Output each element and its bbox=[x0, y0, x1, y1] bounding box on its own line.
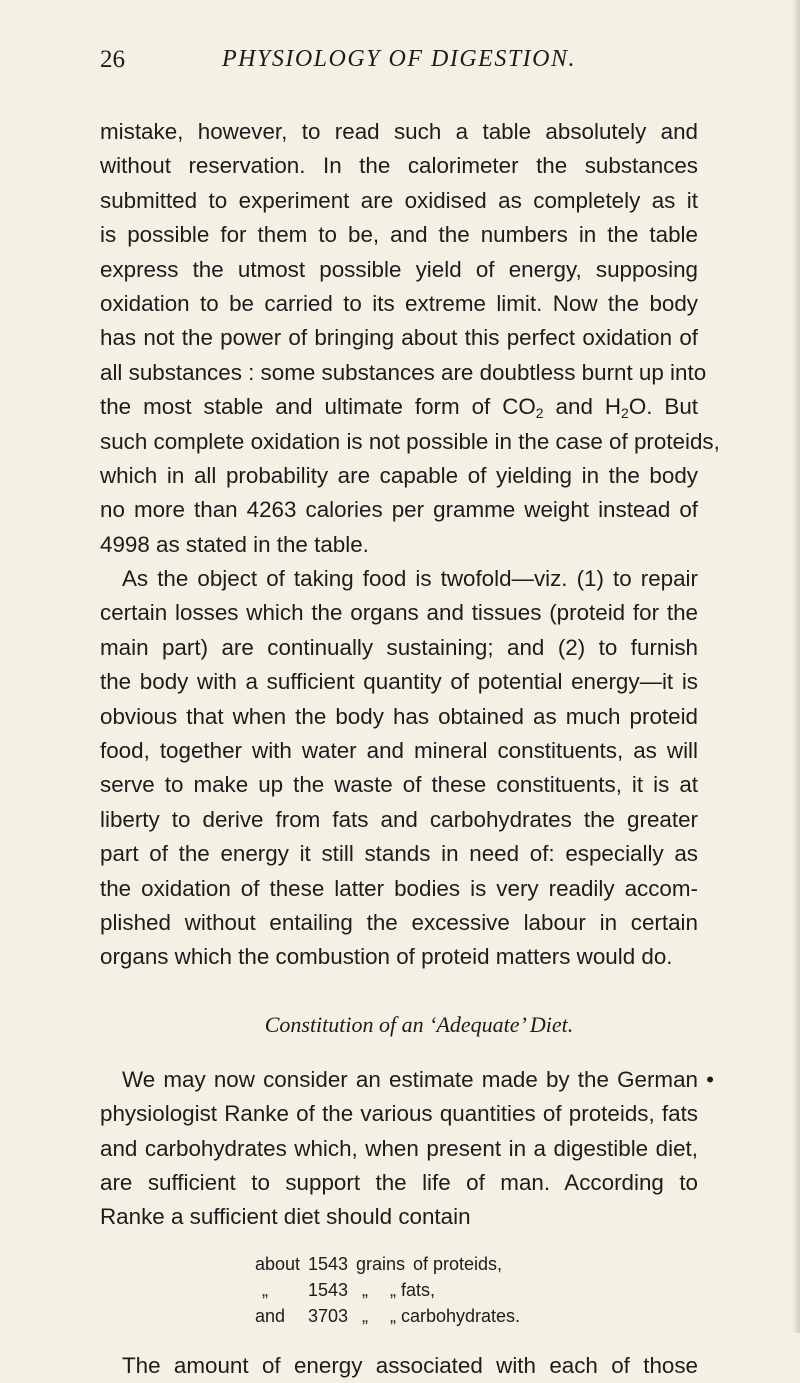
text-line: express the utmost possible yield of energy, supposing bbox=[100, 256, 698, 282]
text-line: certain losses which the organs and tissues (proteid for the bbox=[100, 600, 698, 626]
diet-row bbox=[100, 1303, 698, 1329]
diet-amount: 1543 bbox=[308, 1279, 349, 1300]
text-line: oxidation to be carried to its extreme limit. Now the body bbox=[100, 290, 698, 316]
formula-text-after: O. But bbox=[628, 394, 698, 420]
text-line: no more than 4263 calories per gramme weight instead of bbox=[100, 497, 698, 523]
diet-item: „ carbohydrates. bbox=[390, 1305, 521, 1326]
text-line: such complete oxidation is not possible in the case of proteids, bbox=[100, 428, 720, 454]
text-line bbox=[100, 1063, 714, 1097]
formula-text-middle: and H bbox=[543, 394, 622, 420]
section-heading: Constitution of an ‘Adequate’ Diet. bbox=[264, 1011, 574, 1037]
diet-prefix: „ bbox=[262, 1279, 268, 1300]
subscript: 2 bbox=[621, 405, 629, 422]
text-line: is possible for them to be, and the numbers in the table bbox=[100, 222, 698, 248]
text-line: the oxidation of these latter bodies is very readily accom- bbox=[100, 875, 698, 901]
page-number: 26 bbox=[100, 46, 125, 73]
text-line: organs which the combustion of proteid matters would do. bbox=[100, 944, 673, 970]
text-line: and carbohydrates which, when present in a digestible diet, bbox=[100, 1135, 698, 1161]
body-text bbox=[100, 115, 720, 1383]
diet-unit: „ bbox=[362, 1279, 368, 1300]
text-line: obvious that when the body has obtained as much proteid bbox=[100, 703, 698, 729]
text-line: Ranke a sufficient diet should contain bbox=[100, 1204, 471, 1230]
margin-mark: • bbox=[706, 1066, 714, 1092]
diet-amount: 3703 bbox=[308, 1305, 349, 1326]
text-line: submitted to experiment are oxidised as completely as it bbox=[100, 187, 698, 213]
formula-text-before: the most stable and ultimate form of CO bbox=[100, 394, 536, 420]
text-line: serve to make up the waste of these constituents, it is at bbox=[100, 772, 698, 798]
diet-unit: „ bbox=[362, 1305, 368, 1326]
text-line: part of the energy it still stands in need of: especially as bbox=[100, 841, 698, 867]
text-line: plished without entailing the excessive labour in certain bbox=[100, 909, 698, 935]
text-line: main part) are continually sustaining; and (2) to furnish bbox=[100, 634, 698, 660]
subscript: 2 bbox=[535, 405, 544, 422]
page-edge-shadow bbox=[792, 0, 800, 1333]
diet-item: of proteids, bbox=[413, 1253, 503, 1274]
diet-row bbox=[100, 1277, 698, 1303]
text-line: liberty to derive from fats and carbohydrates the greater bbox=[100, 806, 698, 832]
diet-prefix: about bbox=[255, 1253, 301, 1274]
text-line: all substances : some substances are doubtless burnt up into bbox=[100, 359, 707, 385]
text-line: has not the power of bringing about this perfect oxidation of bbox=[100, 325, 698, 351]
text-line-content: We may now consider an estimate made by the German bbox=[122, 1066, 698, 1092]
diet-amount: 1543 bbox=[308, 1253, 349, 1274]
text-line: physiologist Ranke of the various quantities of proteids, fats bbox=[100, 1101, 698, 1127]
diet-row bbox=[100, 1251, 698, 1277]
text-line: food, together with water and mineral constituents, as will bbox=[100, 738, 698, 764]
running-title: PHYSIOLOGY OF DIGESTION. bbox=[221, 46, 576, 72]
text-line-formula bbox=[100, 390, 698, 424]
text-line: which in all probability are capable of yielding in the body bbox=[100, 462, 698, 488]
text-line: the body with a sufficient quantity of potential energy—it is bbox=[100, 669, 698, 695]
page-header bbox=[100, 46, 698, 86]
diet-prefix: and bbox=[255, 1305, 286, 1326]
diet-item: „ fats, bbox=[390, 1279, 436, 1300]
text-line: 4998 as stated in the table. bbox=[100, 531, 369, 557]
text-line: mistake, however, to read such a table absolutely and bbox=[100, 119, 698, 144]
text-line: are sufficient to support the life of man. According to bbox=[100, 1169, 698, 1195]
text-line: without reservation. In the calorimeter the substances bbox=[100, 153, 698, 179]
diet-list bbox=[100, 1251, 698, 1329]
text-line: The amount of energy associated with each of those bbox=[122, 1352, 698, 1378]
text-line: As the object of taking food is twofold—viz. (1) to repair bbox=[122, 566, 698, 592]
diet-unit: grains bbox=[356, 1253, 406, 1274]
